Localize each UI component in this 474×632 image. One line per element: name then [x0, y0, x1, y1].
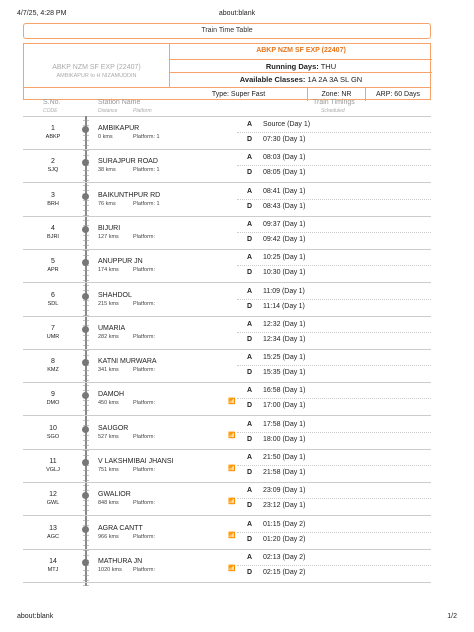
- arrival-time: 08:41 (Day 1): [263, 187, 306, 195]
- station-name: SURAJPUR ROAD: [98, 158, 158, 166]
- arrival-time: 16:58 (Day 1): [263, 387, 306, 395]
- col-timings: Train Timings: [313, 99, 355, 106]
- station-row: [23, 416, 431, 450]
- station-distance: 0 kms: [98, 134, 113, 140]
- station-sno: 1: [51, 125, 55, 132]
- departure-time: 21:58 (Day 1): [263, 469, 306, 476]
- time-divider: [237, 465, 431, 466]
- station-code: BJRI: [47, 233, 59, 240]
- station-distance: 1020 kms: [98, 566, 122, 573]
- station-sno: 5: [51, 258, 55, 266]
- station-code: AGC: [47, 533, 59, 540]
- station-code: UMR: [46, 333, 60, 340]
- timeline-stop-dot: [82, 526, 89, 533]
- train-route: AMBIKAPUR to H NIZAMUDDIN: [56, 73, 137, 79]
- station-name: MATHURA JN: [98, 557, 143, 565]
- timeline-stop-dot: [82, 126, 89, 133]
- time-divider: [237, 498, 431, 499]
- station-platform: Platform:: [133, 400, 156, 407]
- arrival-time: 17:58 (Day 1): [263, 420, 306, 428]
- departure-label: D: [247, 535, 253, 543]
- departure-time: 08:05 (Day 1): [263, 169, 306, 177]
- arrival-label: A: [247, 553, 253, 561]
- station-name: UMARIA: [98, 324, 126, 332]
- classes-label: Available Classes:: [239, 75, 306, 84]
- station-name: GWALIOR: [98, 491, 131, 499]
- station-row: [23, 149, 431, 183]
- running-days-value: THU: [320, 62, 337, 71]
- station-platform: Platform:: [133, 300, 156, 307]
- station-name: SHAHDOL: [98, 291, 132, 299]
- station-row: [23, 249, 431, 283]
- station-sno: 7: [51, 324, 55, 332]
- arrival-time: 23:09 (Day 1): [263, 487, 306, 495]
- station-name: V LAKSHMIBAI JHANSI: [98, 458, 174, 465]
- station-code: DMO: [46, 400, 60, 407]
- station-row: [23, 183, 431, 217]
- timetable-title: Train Time Table: [23, 23, 431, 39]
- departure-label: D: [247, 136, 253, 143]
- station-sno: 14: [49, 557, 57, 565]
- wifi-icon: 📶: [228, 466, 236, 472]
- arrival-time: Source (Day 1): [263, 121, 311, 128]
- station-code: APR: [47, 267, 59, 274]
- station-sno: 8: [51, 358, 55, 366]
- col-distance: Distance: [98, 108, 118, 114]
- wifi-icon: 📶: [228, 532, 236, 539]
- station-sno: 2: [51, 158, 55, 166]
- station-name: SAUGOR: [98, 424, 129, 432]
- station-row: [23, 316, 431, 350]
- departure-label: D: [247, 302, 253, 310]
- arrival-label: A: [247, 387, 253, 395]
- time-divider: [237, 365, 431, 366]
- column-headers: [23, 99, 431, 117]
- arrival-time: 09:37 (Day 1): [263, 220, 306, 228]
- station-name: AMBIKAPUR: [98, 125, 140, 132]
- wifi-icon: 📶: [228, 432, 236, 439]
- timeline-stop-dot: [82, 193, 89, 200]
- station-distance: 282 kms: [98, 333, 119, 340]
- timeline-stop-dot: [82, 293, 89, 300]
- station-code: GWL: [46, 500, 60, 507]
- station-name: BIJURI: [98, 224, 121, 232]
- station-distance: 38 kms: [98, 167, 116, 174]
- station-sno: 13: [49, 524, 57, 532]
- station-code: BRH: [47, 200, 59, 207]
- arrival-label: A: [247, 254, 253, 262]
- arrival-time: 15:25 (Day 1): [263, 354, 306, 362]
- col-platform: Platform: [133, 108, 152, 114]
- page-number: 1/2: [447, 613, 457, 620]
- time-divider: [237, 332, 431, 333]
- col-code: CODE: [43, 108, 58, 114]
- station-sno: 6: [51, 291, 55, 299]
- time-divider: [237, 265, 431, 266]
- station-sno: 11: [49, 458, 57, 465]
- arrival-label: A: [247, 454, 253, 461]
- station-code: SGO: [46, 433, 60, 440]
- station-platform: Platform:: [133, 333, 156, 340]
- departure-time: 07:30 (Day 1): [263, 136, 306, 143]
- station-distance: 527 kms: [98, 433, 119, 440]
- station-distance: 341 kms: [98, 367, 119, 374]
- wifi-icon: 📶: [228, 565, 236, 572]
- station-name: ANUPPUR JN: [98, 258, 143, 266]
- arrival-label: A: [247, 287, 253, 295]
- timeline-stop-dot: [82, 159, 89, 166]
- time-divider: [237, 565, 431, 566]
- station-platform: Platform:: [133, 500, 156, 507]
- departure-label: D: [247, 402, 253, 410]
- timeline-stop-dot: [82, 326, 89, 333]
- running-days-label: Running Days:: [265, 62, 319, 71]
- timeline-stop-dot: [82, 559, 89, 566]
- arrival-label: A: [247, 187, 253, 195]
- arrival-time: 21:50 (Day 1): [263, 454, 306, 461]
- time-divider: [237, 299, 431, 300]
- station-platform: Platform:: [133, 367, 156, 374]
- arrival-label: A: [247, 520, 253, 528]
- station-sno: 3: [51, 191, 55, 199]
- time-divider: [237, 199, 431, 200]
- arrival-time: 10:25 (Day 1): [263, 254, 306, 262]
- station-sno: 9: [51, 391, 55, 399]
- station-distance: 751 kms: [98, 467, 119, 473]
- train-name-panel: [24, 44, 170, 87]
- departure-time: 10:30 (Day 1): [263, 269, 306, 277]
- timeline-stop-dot: [82, 492, 89, 499]
- station-platform: Platform: 1: [133, 200, 160, 207]
- departure-time: 17:00 (Day 1): [263, 402, 306, 410]
- departure-label: D: [247, 169, 253, 177]
- timeline-stop-dot: [82, 392, 89, 399]
- station-name: KATNI MURWARA: [98, 358, 157, 366]
- print-datetime: 4/7/25, 4:28 PM: [17, 10, 67, 17]
- time-divider: [237, 232, 431, 233]
- departure-time: 11:14 (Day 1): [263, 302, 305, 310]
- departure-label: D: [247, 202, 253, 210]
- departure-time: 23:12 (Day 1): [263, 502, 306, 510]
- station-code: VGLJ: [46, 467, 60, 473]
- station-platform: Platform: 1: [133, 134, 160, 140]
- station-distance: 966 kms: [98, 533, 119, 540]
- station-distance: 127 kms: [98, 233, 119, 240]
- station-platform: Platform:: [133, 267, 156, 274]
- departure-time: 02:15 (Day 2): [263, 568, 306, 576]
- footer-url: about:blank: [17, 613, 54, 620]
- arrival-label: A: [247, 154, 253, 162]
- departure-time: 18:00 (Day 1): [263, 435, 306, 443]
- station-row: [23, 116, 431, 150]
- station-row: [23, 216, 431, 250]
- arrival-time: 12:32 (Day 1): [263, 320, 306, 328]
- station-distance: 76 kms: [98, 200, 116, 207]
- station-platform: Platform:: [133, 433, 156, 440]
- departure-time: 15:35 (Day 1): [263, 369, 306, 377]
- station-row: [23, 449, 431, 483]
- train-arp: ARP: 60 Days: [376, 91, 420, 98]
- timeline-stop-dot: [82, 259, 89, 266]
- departure-label: D: [247, 502, 253, 510]
- station-code: MTJ: [47, 566, 59, 573]
- station-row: [23, 516, 431, 550]
- station-row: [23, 349, 431, 383]
- classes-value: 1A 2A 3A SL GN: [307, 75, 363, 84]
- station-distance: 450 kms: [98, 400, 119, 407]
- station-row: [23, 549, 431, 583]
- station-platform: Platform: 1: [133, 167, 160, 174]
- station-row: [23, 482, 431, 516]
- train-name-faded: ABKP NZM SF EXP (22407): [52, 64, 141, 71]
- station-platform: Platform:: [133, 533, 156, 540]
- departure-time: 09:42 (Day 1): [263, 235, 306, 243]
- station-sno: 12: [49, 491, 57, 499]
- station-platform: Platform:: [133, 566, 156, 573]
- print-page-title: about:blank: [218, 10, 256, 17]
- station-code: SJQ: [47, 167, 59, 174]
- col-sno: S.No.: [43, 99, 61, 106]
- arrival-time: 02:13 (Day 2): [263, 553, 306, 561]
- station-platform: Platform:: [133, 467, 156, 473]
- departure-time: 08:43 (Day 1): [263, 202, 306, 210]
- available-classes: [170, 73, 432, 87]
- station-sno: 10: [49, 424, 57, 432]
- arrival-label: A: [247, 354, 253, 362]
- station-row: [23, 283, 431, 317]
- station-distance: 174 kms: [98, 267, 119, 274]
- departure-label: D: [247, 568, 253, 576]
- station-code: ABKP: [45, 134, 61, 140]
- arrival-label: A: [247, 220, 253, 228]
- station-name: BAIKUNTHPUR RD: [98, 191, 161, 199]
- running-days: [170, 60, 432, 73]
- departure-time: 12:34 (Day 1): [263, 335, 306, 343]
- wifi-icon: 📶: [228, 499, 236, 506]
- arrival-label: A: [247, 420, 253, 428]
- station-code: SDL: [47, 300, 59, 307]
- departure-label: D: [247, 369, 253, 377]
- timeline-stop-dot: [82, 459, 89, 466]
- departure-label: D: [247, 469, 253, 476]
- departure-label: D: [247, 335, 253, 343]
- train-type: Type: Super Fast: [170, 88, 308, 101]
- arrival-time: 08:03 (Day 1): [263, 154, 306, 162]
- time-divider: [237, 532, 431, 533]
- train-name-heading: ABKP NZM SF EXP (22407): [170, 44, 432, 60]
- station-name: AGRA CANTT: [98, 524, 143, 532]
- arrival-label: A: [247, 121, 253, 128]
- time-divider: [237, 432, 431, 433]
- col-station-name: Station Name: [98, 99, 141, 106]
- time-divider: [237, 398, 431, 399]
- wifi-icon: 📶: [228, 399, 236, 406]
- timeline-stop-dot: [82, 426, 89, 433]
- timeline-stop-dot: [82, 359, 89, 366]
- departure-label: D: [247, 235, 253, 243]
- col-scheduled: Scheduled: [321, 108, 345, 114]
- train-zone: Zone: NR: [308, 88, 366, 101]
- time-divider: [237, 165, 431, 166]
- departure-label: D: [247, 269, 253, 277]
- station-platform: Platform:: [133, 233, 156, 240]
- station-distance: 215 kms: [98, 300, 119, 307]
- departure-label: D: [247, 435, 253, 443]
- departure-time: 01:20 (Day 2): [263, 535, 306, 543]
- arrival-label: A: [247, 487, 253, 495]
- station-distance: 848 kms: [98, 500, 119, 507]
- station-row: [23, 382, 431, 416]
- station-code: KMZ: [47, 367, 59, 374]
- timeline-stop-dot: [82, 226, 89, 233]
- station-sno: 4: [51, 224, 55, 232]
- arrival-label: A: [247, 320, 253, 328]
- arrival-time: 11:09 (Day 1): [263, 287, 305, 295]
- station-name: DAMOH: [98, 391, 125, 399]
- time-divider: [237, 132, 431, 133]
- arrival-time: 01:15 (Day 2): [263, 520, 306, 528]
- train-info-box: [23, 43, 431, 100]
